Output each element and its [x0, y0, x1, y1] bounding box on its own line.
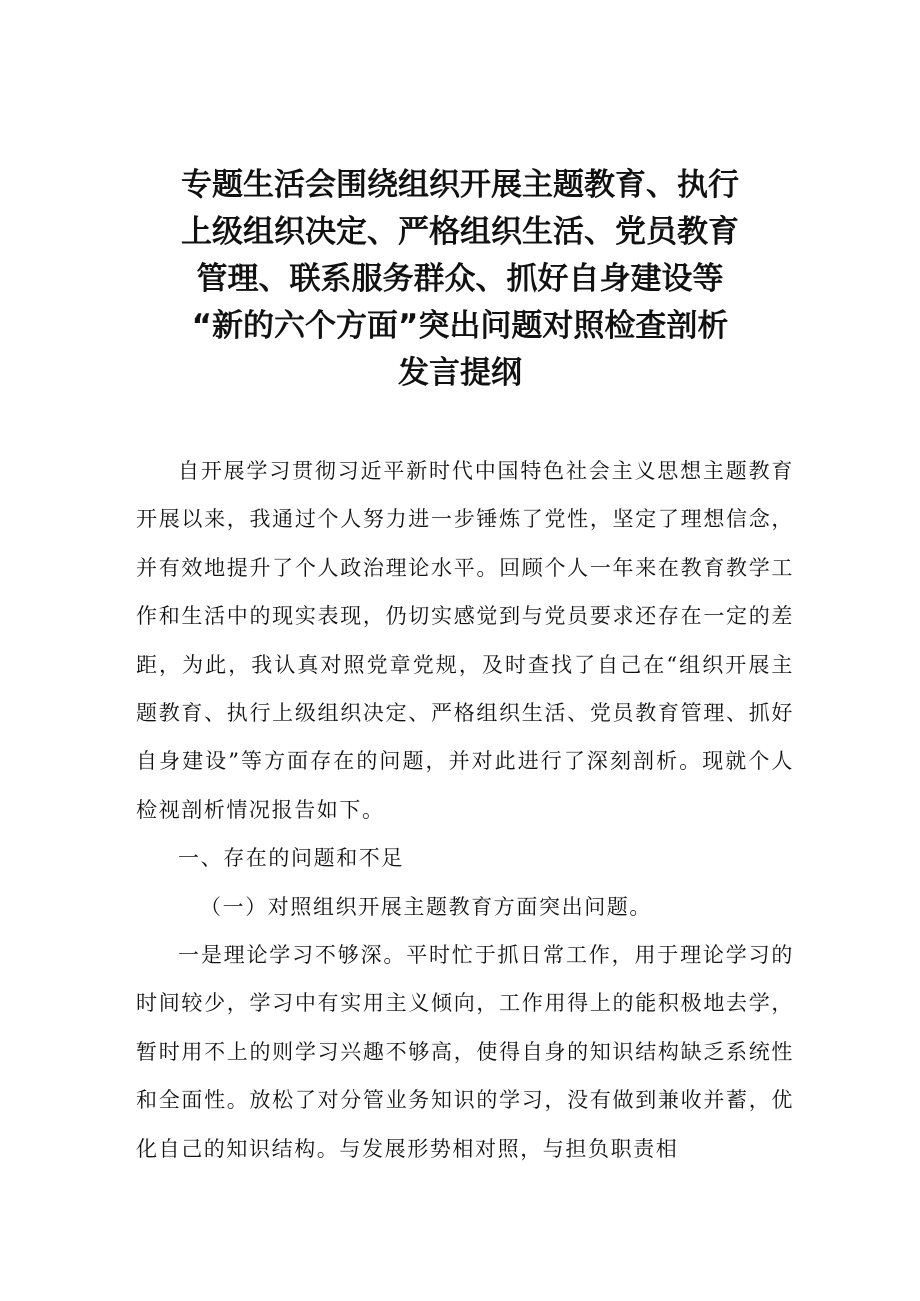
title-line-3: 管理、联系服务群众、抓好自身建设等	[196, 261, 724, 297]
title-line-5: 发言提纲	[398, 355, 522, 391]
subsection-heading: （一）对照组织开展主题教育方面突出问题。	[200, 894, 652, 919]
title-line-2: 上级组织决定、严格组织生活、党员教育	[181, 214, 739, 250]
point-paragraph: 一是理论学习不够深。平时忙于抓日常工作，用于理论学习的时间较少，学习中有实用主义倾向，工作用得上的能积极地去学，暂时用不上的则学习兴趣不够高，使得自身的知识结构缺乏系统性和全面性。放松了对分管业务知识的学习，没有做到兼收并蓄，优化自己的知识结构。与发展形势相对照，与担负职责相	[136, 943, 794, 1161]
section-heading: 一、存在的问题和不足	[178, 846, 404, 871]
title-line-1: 专题生活会围绕组织开展主题教育、执行	[181, 167, 739, 203]
document-title	[130, 162, 790, 397]
title-line-4: “新的六个方面”突出问题对照检查剖析	[191, 308, 729, 344]
document-body	[136, 447, 794, 1173]
intro-paragraph: 自开展学习贯彻习近平新时代中国特色社会主义思想主题教育开展以来，我通过个人努力进一步锤炼了党性，坚定了理想信念，并有效地提升了个人政治理论水平。回顾个人一年来在教育教学工作和生活中的现实表现，仍切实感觉到与党员要求还存在一定的差距，为此，我认真对照党章党规，及时查找了自己在“组织开展主题教育、执行上级组织决定、严格组织生活、党员教育管理、抓好自身建设”等方面存在的问题，并对此进行了深刻剖析。现就个人检视剖析情况报告如下。	[136, 459, 794, 822]
